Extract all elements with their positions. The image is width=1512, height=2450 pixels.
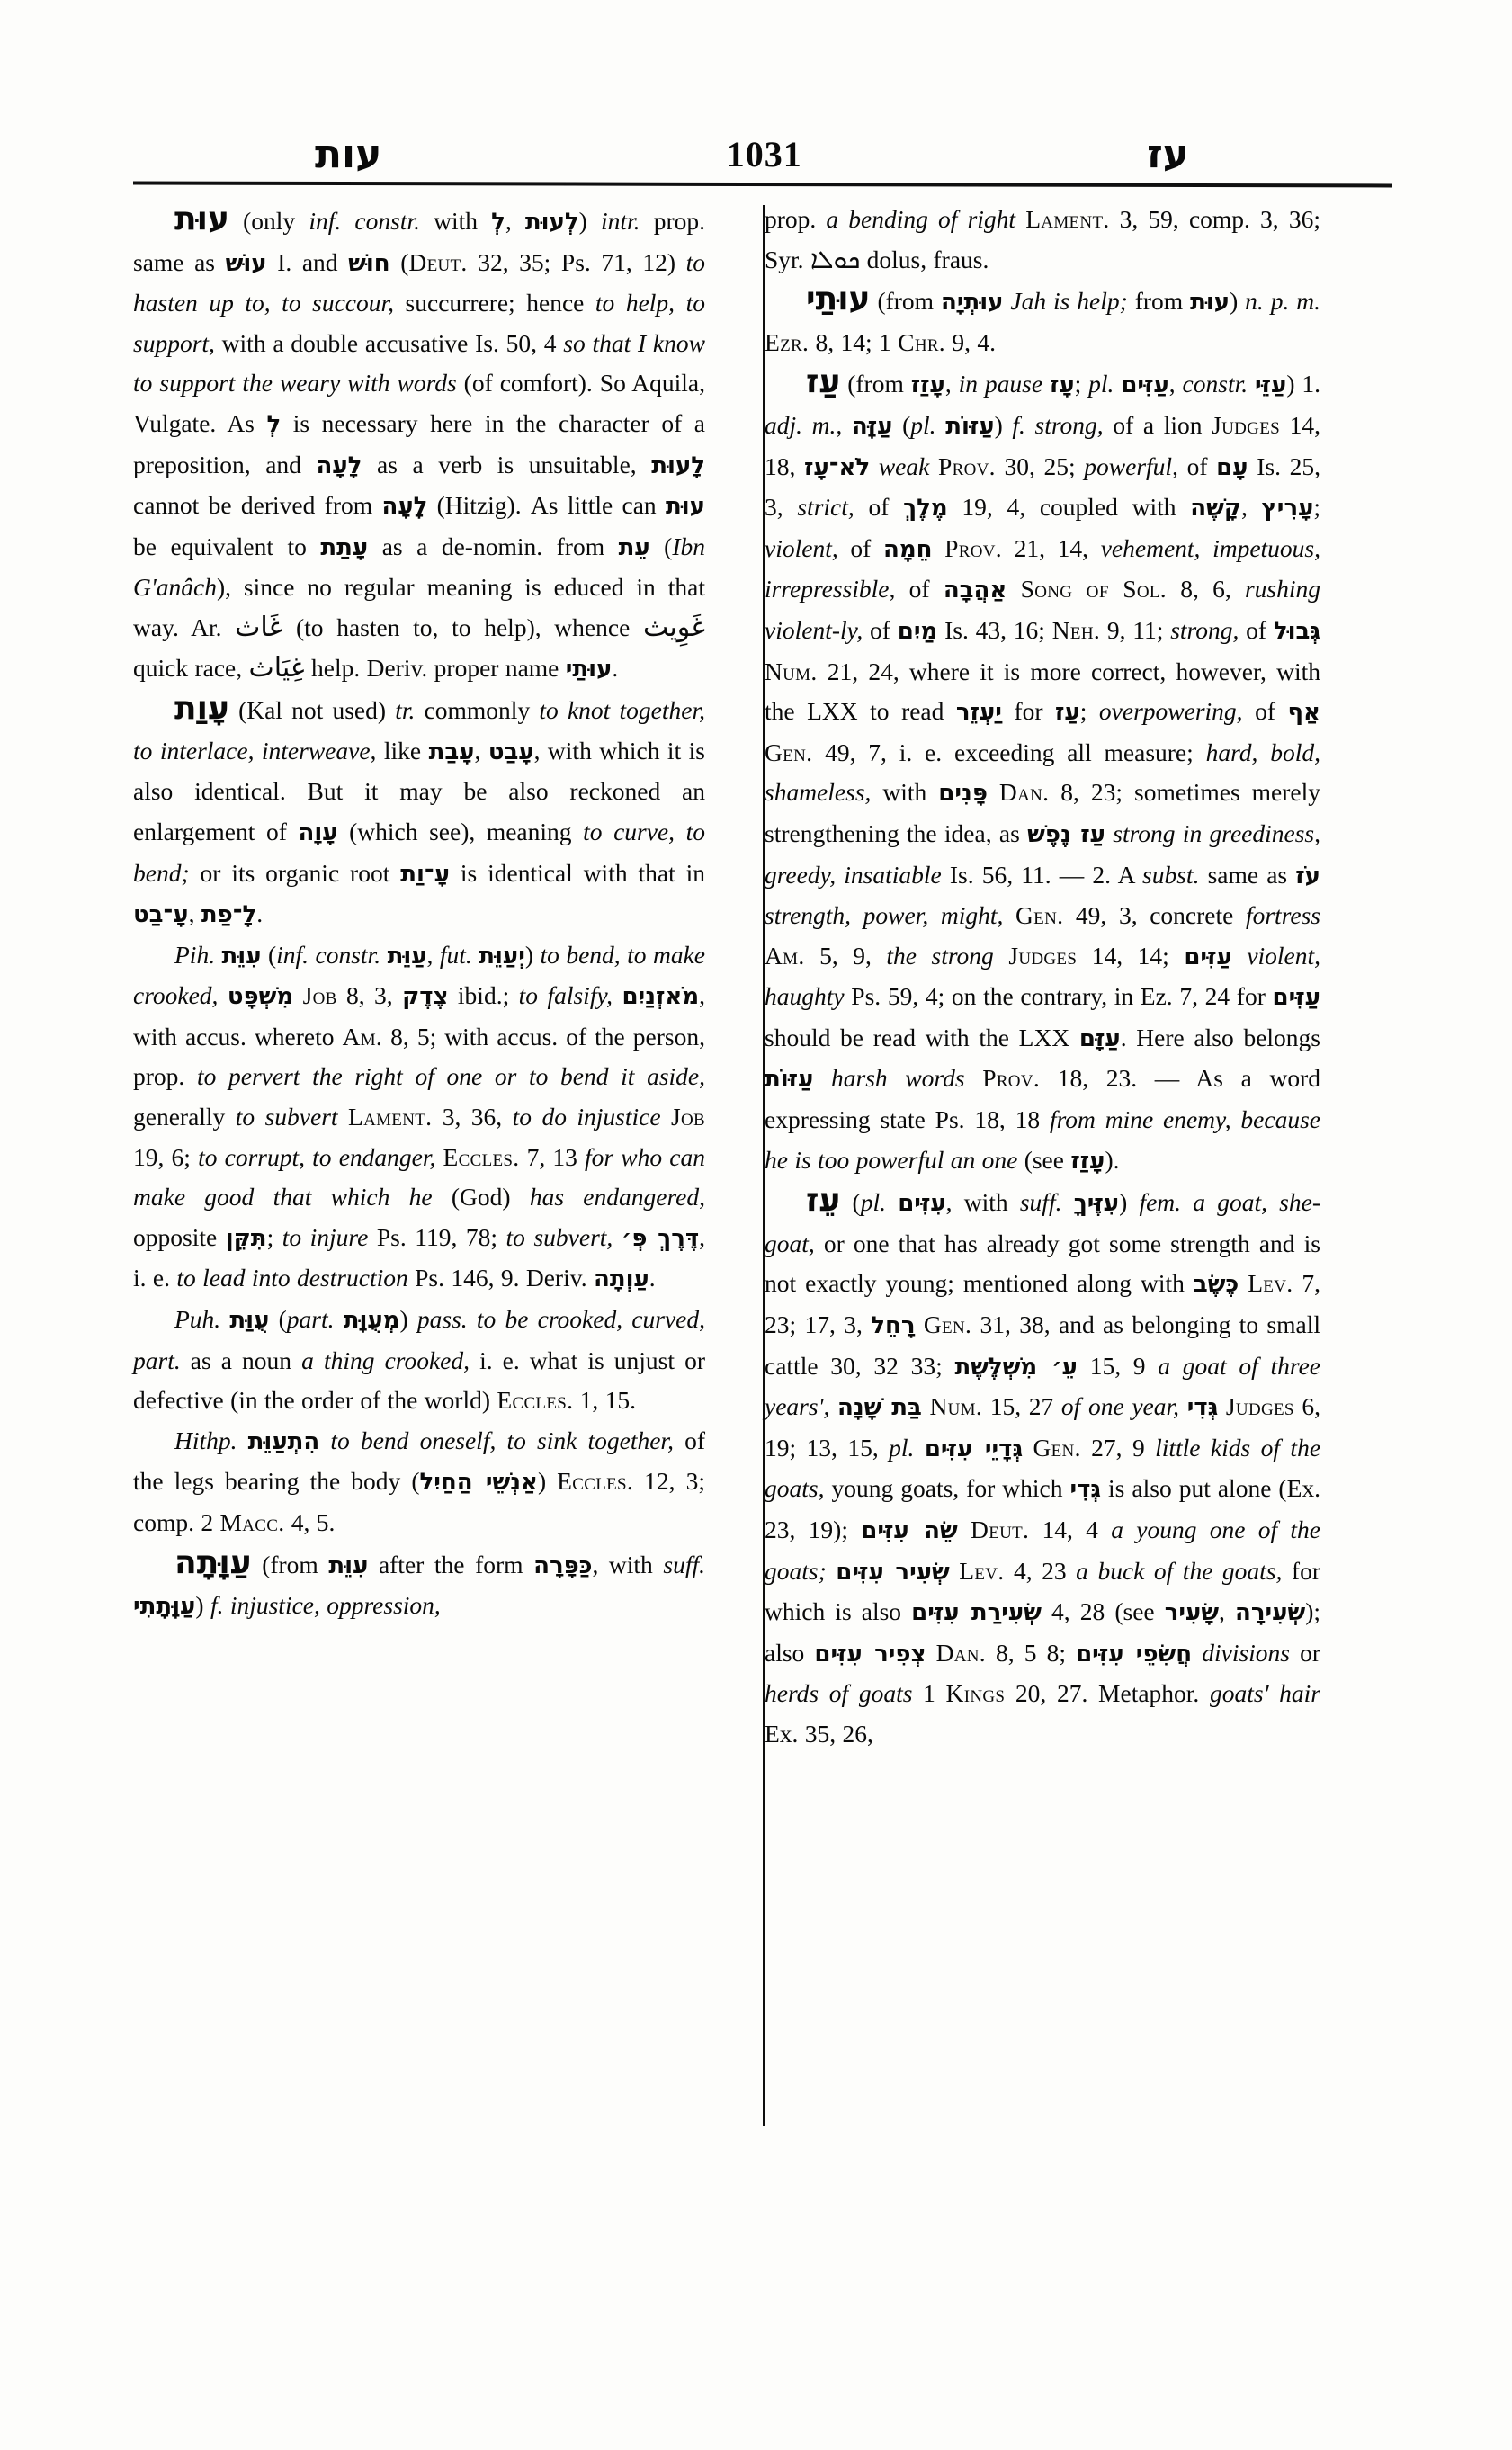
header-rule: [133, 182, 1392, 188]
dictionary-entry: עוּת (only inf. constr. with לְ, לְעוּת) intr. prop. same as עוּשׁ I. and חוּשׁ (Deut. 32, 35; Ps. 71, 12) to hasten up to, to succour, succurrere; hence to help, to support, with a double accusative Is. 50, 4 so that I know to support the weary with words (of comfort). So Aquila, Vulgate. As לְ is necessary here in the character of a preposition, and לָעָה as a verb is unsuitable, לָעוּת cannot be derived from לָעָה (Hitzig). As little can עוּת be equivalent to עָתַת as a de-nomin. from עֵת (Ibn G'anâch), since no regular meaning is educed in that way. Ar. غَاث (to hasten to, to help), whence غَوِيث quick race, غِيَاث help. Deriv. proper name עוּתַי.: [133, 201, 705, 684]
column-left: [133, 200, 727, 2142]
dictionary-entry: עַז (from עָזַז, in pause עָז; pl. עַזִּים, constr. עַזֵּי) 1. adj. m., עַזָּה (pl. עַזּוֹת) f. strong, of a lion Judges 14, 18, לֹא־עָז weak Prov. 30, 25; powerful, of עָם Is. 25, 3, strict, of מֶלֶךְ 19, 4, coupled with קָשֶׁה, עָרִיץ; violent, of חֵמָה Prov. 21, 14, vehement, impetuous, irrepressible, of אַהֲבָה Song of Sol. 8, 6, rushing violent-ly, of מַיִם Is. 43, 16; Neh. 9, 11; strong, of גְּבוּל Num. 21, 24, where it is more correct, however, with the LXX to read יַעְזֵר for עַז; overpowering, of אַף Gen. 49, 7, i. e. exceeding all measure; hard, bold, shameless, with פָּנִים Dan. 8, 23; sometimes merely strengthening the idea, as עַז נֶפֶשׁ strong in greediness, greedy, insatiable Is. 56, 11. — 2. A subst. same as עֹז strength, power, might, Gen. 49, 3, concrete fortress Am. 5, 9, the strong Judges 14, 14; עַזִּים violent, haughty Ps. 59, 4; on the contrary, in Ez. 7, 24 for עַזִּים should be read with the LXX עַזָּם. Here also belongs עַזּוֹת harsh words Prov. 18, 23. — As a word expressing state Ps. 18, 18 from mine enemy, because he is too powerful an one (see עָזַז).: [765, 363, 1321, 1175]
dictionary-entry: עָוַת (Kal not used) tr. commonly to knot together, to interlace, interweave, like עָבַת, עָבַט, with which it is also identical. But it may be also reckoned an enlargement of עָוָה (which see), meaning to curve, to bend; or its organic root עָ־וַת is identical with that in עָ־בַט, לָ־פַת.: [133, 690, 705, 929]
dictionary-entry: עוּתַי (from עוּתְיָה Jah is help; from עוּת) n. p. m. Ezr. 8, 14; 1 Chr. 9, 4.: [765, 281, 1320, 356]
dictionary-entry: Puh. עֻוַּת (part. מְעֻוָּת) pass. to be crooked, curved, part. as a noun a thing crooked, i. e. what is unjust or defective (in the order of the world) Eccles. 1, 15.: [133, 1305, 705, 1415]
dictionary-entry: עֵז (pl. עִזִּים, with suff. עִזֶּיךָ) fem. a goat, she-goat, or one that has already got some strength and is not exactly young; mentioned along with כֶּשֶׂב Lev. 7, 23; 17, 3, רָחֵל Gen. 31, 38, and as belonging to small cattle 30, 32 33; עֵ׳ מִשְׁלֶּשֶׁת 15, 9 a goat of three years', בַּת שָׁנָה Num. 15, 27 of one year, גְּדִי Judges 6, 19; 13, 15, pl. גְּדָיֵי עִזִּים Gen. 27, 9 little kids of the goats, young goats, for which גְּדִי is also put alone (Ex. 23, 19); שֵׂה עִזִּים Deut. 14, 4 a young one of the goats; שְׂעִיר עִזִּים Lev. 4, 23 a buck of the goats, for which is also שְׂעִירַת עִזִּים 4, 28 (see שָׂעִיר, שְׂעִירָה); also צְפִיר עִזִּים Dan. 8, 5 8; חֲשִׂפֵי עִזִּים divisions or herds of goats 1 Kings 20, 27. Metaphor. goats' hair Ex. 35, 26,: [765, 1182, 1321, 1748]
dictionary-entry: Hithp. הִתְעַוֵּת to bend oneself, to sink together, of the legs bearing the body (אַנְשֵׁי הַחַיִל) Eccles. 12, 3; comp. 2 Macc. 4, 5.: [133, 1426, 706, 1536]
running-head-right-headword: עז: [1147, 131, 1189, 177]
column-right: [727, 200, 1320, 2142]
dictionary-entry: Pih. עִוֵּת (inf. constr. עַוֵּת, fut. יְעַוֵּת) to bend, to make crooked, מִשְׁפָּט Job 8, 3, צֶדֶק ibid.; to falsify, מֹאזְנַיִם, with accus. whereto Am. 8, 5; with accus. of the person, prop. to pervert the right of one or to bend it aside, generally to subvert Lament. 3, 36, to do injustice Job 19, 6; to corrupt, to endanger, Eccles. 7, 13 for who can make good that which he (God) has endangered, opposite תִּקֵּן; to injure Ps. 119, 78; to subvert, דֶּרֶךְ פְּ׳, i. e. to lead into destruction Ps. 146, 9. Deriv. עַוְתָה.: [133, 940, 706, 1293]
dictionary-entry-continuation: prop. a bending of right Lament. 3, 59, comp. 3, 36; Syr. ܟܘܠܐ dolus, fraus.: [765, 205, 1320, 274]
dictionary-entry: עַוָּתָה (from עִוֵּת after the form כַּפָּרָה, with suff. עַוָּתָתִי) f. injustice, oppression,: [133, 1543, 705, 1621]
running-head-left-headword: עות: [315, 131, 382, 177]
running-head: [135, 119, 1394, 177]
page-number: 1031: [726, 134, 802, 174]
text-body: [133, 200, 1396, 2142]
